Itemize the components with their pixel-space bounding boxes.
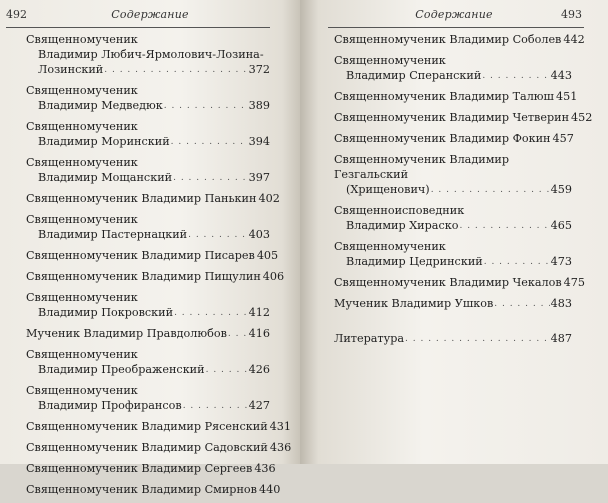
toc-entry-line: Владимир Любич-Ярмолович-Лозина-: [38, 48, 264, 61]
toc-page-number: 431: [269, 420, 292, 433]
left-page: [0, 0, 300, 496]
toc-entry-title: Владимир Пастернацкий: [38, 228, 188, 241]
toc-entry: [26, 83, 270, 113]
toc-entry-title: Владимир Покровский: [38, 306, 174, 319]
dot-leader: [104, 64, 247, 77]
right-page: [300, 0, 608, 464]
page-number: 492: [6, 8, 27, 21]
toc-page-number: 412: [248, 306, 270, 319]
toc-page-number: 459: [550, 183, 572, 196]
toc-entry-title: Священномученик Владимир Смирнов: [26, 483, 257, 496]
dot-leader: [484, 256, 550, 269]
toc-entry: [334, 296, 572, 311]
dot-leader: [494, 298, 549, 311]
toc-page-number: 405: [256, 249, 279, 262]
toc-page-number: 443: [550, 69, 572, 82]
header-rule: [6, 27, 270, 28]
toc-page-number: 457: [552, 132, 574, 145]
dot-leader: [174, 307, 248, 320]
toc-entry-title: Владимир Хираско: [346, 219, 459, 232]
toc-entry-title: Священномученик Владимир Фокин: [334, 132, 551, 145]
toc-entry-title: Владимир Медведюк: [38, 99, 163, 112]
toc-entry: [26, 383, 270, 413]
toc-entry: [26, 461, 276, 476]
toc-page-number: 451: [555, 90, 578, 103]
toc-entry-title: Владимир Профирансов: [38, 399, 182, 412]
toc-entry-title: Священномученик Владимир Рясенский: [26, 420, 268, 433]
toc-entry-line: Священномученик: [26, 120, 138, 133]
toc-entry-title: Владимир Сперанский: [346, 69, 482, 82]
toc-page-number: 416: [248, 327, 270, 340]
toc-entry: [26, 32, 270, 77]
toc-entry-line: Священномученик: [26, 156, 138, 169]
toc-page-number: 402: [258, 192, 280, 205]
toc-page-number: 442: [563, 33, 585, 46]
toc-entry-title: Священномученик Владимир Четверин: [334, 111, 570, 124]
toc-entry-line: Священномученик Владимир Гезгальский: [334, 153, 510, 181]
table-of-contents: [26, 32, 292, 503]
dot-leader: [206, 364, 248, 377]
running-head: Содержание: [111, 8, 189, 21]
toc-entry-title: Владимир Моринский: [38, 135, 170, 148]
toc-entry-title: Священномученик Владимир Писарев: [26, 249, 255, 262]
toc-page-number: 452: [571, 111, 593, 124]
toc-entry: [334, 152, 572, 197]
table-of-contents: [334, 32, 593, 352]
toc-entry-title: Мученик Владимир Правдолюбов: [26, 327, 227, 340]
toc-entry: [26, 326, 270, 341]
toc-entry-line: Священномученик: [26, 291, 138, 304]
toc-entry-bibliography: [334, 331, 572, 346]
toc-page-number: 406: [262, 270, 285, 283]
toc-entry-line: Священномученик: [26, 33, 138, 46]
toc-entry: [334, 53, 572, 83]
dot-leader: [188, 229, 248, 242]
dot-leader: [431, 184, 550, 197]
toc-entry-title: Священномученик Владимир Талюш: [334, 90, 554, 103]
page-number: 493: [561, 8, 582, 21]
toc-entry: [26, 290, 270, 320]
toc-entry-title: Литература: [334, 332, 405, 345]
toc-page-number: 436: [269, 441, 292, 454]
dot-leader: [482, 70, 549, 83]
toc-entry: [334, 89, 578, 104]
toc-entry: [26, 155, 270, 185]
toc-entry: [334, 203, 572, 233]
header-rule: [328, 27, 584, 28]
toc-page-number: 475: [563, 276, 585, 289]
toc-entry: [26, 482, 281, 497]
dot-leader: [173, 172, 248, 185]
toc-entry-line: Священномученик: [334, 54, 446, 67]
toc-entry-title: Священномученик Владимир Сергеев: [26, 462, 253, 475]
dot-leader: [405, 333, 550, 346]
toc-page-number: 427: [248, 399, 270, 412]
dot-leader: [164, 100, 248, 113]
toc-entry: [26, 248, 279, 263]
toc-entry-title: Священномученик Владимир Чекалов: [334, 276, 562, 289]
toc-entry-title: Владимир Преображенский: [38, 363, 205, 376]
toc-entry: [334, 32, 585, 47]
toc-entry-title: Владимир Цедринский: [346, 255, 483, 268]
toc-entry-title: Лозинский: [38, 63, 104, 76]
toc-page-number: 394: [248, 135, 270, 148]
toc-entry-line: Священномученик: [26, 384, 138, 397]
toc-entry: [26, 269, 285, 284]
toc-entry-line: Священномученик: [26, 84, 138, 97]
toc-entry-title: (Хрищенович): [346, 183, 430, 196]
toc-entry-title: Мученик Владимир Ушков: [334, 297, 494, 310]
toc-entry: [334, 131, 572, 146]
toc-page-number: 372: [248, 63, 270, 76]
toc-entry: [26, 440, 292, 455]
toc-entry-title: Владимир Мощанский: [38, 171, 173, 184]
toc-entry-line: Священномученик: [26, 348, 138, 361]
toc-page-number: 465: [550, 219, 572, 232]
toc-entry-title: Священномученик Владимир Садовский: [26, 441, 268, 454]
toc-entry: [26, 119, 270, 149]
spacer: [334, 317, 572, 331]
toc-entry-title: Священномученик Владимир Панькин: [26, 192, 257, 205]
dot-leader: [171, 136, 248, 149]
toc-entry-line: Священномученик: [26, 213, 138, 226]
toc-entry: [26, 191, 280, 206]
toc-entry: [334, 239, 572, 269]
toc-entry-title: Священномученик Владимир Соболев: [334, 33, 562, 46]
toc-entry: [26, 419, 292, 434]
toc-page-number: 483: [550, 297, 572, 310]
toc-page-number: 487: [550, 332, 572, 345]
toc-entry: [334, 110, 593, 125]
toc-entry-title: Священномученик Владимир Пищулин: [26, 270, 261, 283]
toc-entry: [26, 212, 270, 242]
toc-entry-line: Священномученик: [334, 240, 446, 253]
toc-page-number: 473: [550, 255, 572, 268]
dot-leader: [459, 220, 549, 233]
toc-page-number: 397: [248, 171, 270, 184]
dot-leader: [228, 328, 248, 341]
toc-page-number: 440: [258, 483, 281, 496]
toc-entry-line: Священноисповедник: [334, 204, 465, 217]
toc-entry: [334, 275, 585, 290]
running-head: Содержание: [415, 8, 493, 21]
dot-leader: [183, 400, 248, 413]
toc-entry: [26, 347, 270, 377]
toc-page-number: 436: [254, 462, 276, 475]
toc-page-number: 426: [248, 363, 270, 376]
toc-page-number: 403: [248, 228, 270, 241]
toc-page-number: 389: [248, 99, 270, 112]
